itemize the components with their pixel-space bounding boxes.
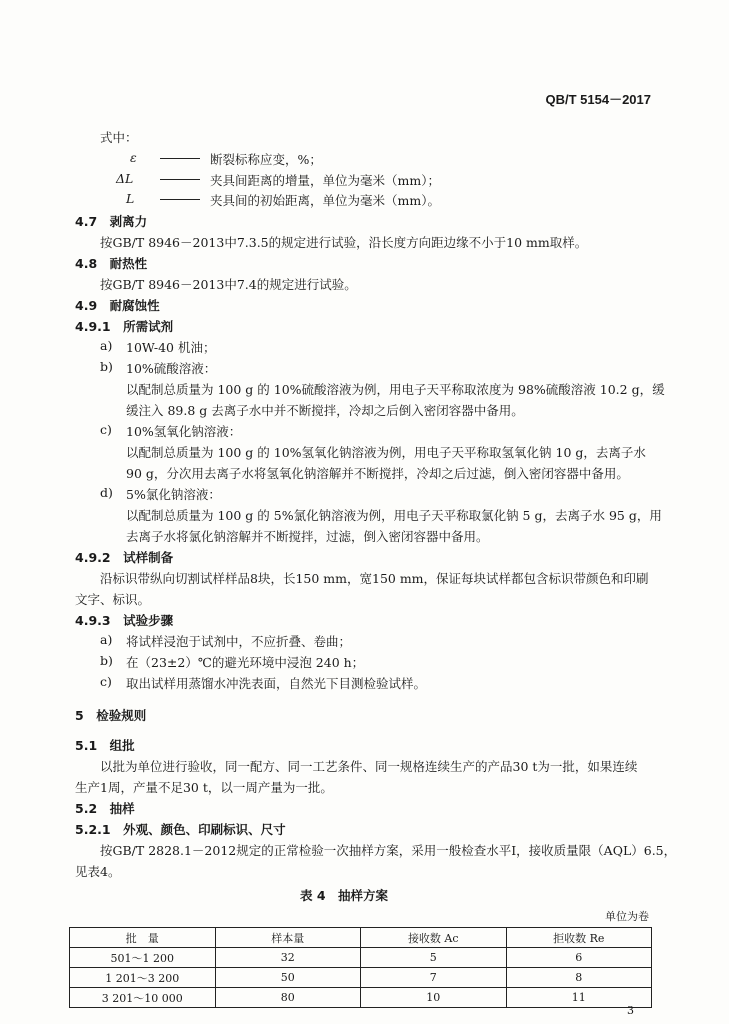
- list-item: 将试样浸泡于试剂中，不应折叠、卷曲；: [126, 634, 352, 649]
- table-row: [70, 948, 652, 968]
- paragraph: 见表4。: [75, 864, 121, 879]
- list-marker: a): [100, 338, 113, 353]
- table-cell: 50: [215, 968, 361, 988]
- table-cell: 7: [361, 968, 507, 988]
- table-cell: 80: [215, 988, 361, 1008]
- table-cell: 5: [361, 948, 507, 968]
- table-header-cell: 批 量: [70, 928, 216, 948]
- table-header-cell: 接收数 Ac: [361, 928, 507, 948]
- list-marker: b): [100, 359, 113, 374]
- list-marker: c): [100, 674, 112, 689]
- sampling-table: [69, 927, 652, 1008]
- header-standard-number: QB/T 5154－2017: [545, 92, 651, 107]
- paragraph: 以批为单位进行验收，同一配方、同一工艺条件、同一规格连续生产的产品30 t为一批，如果连续: [100, 759, 638, 774]
- list-marker: a): [100, 632, 113, 647]
- table-cell: 6: [506, 948, 652, 968]
- section-heading: 4.9.3 试验步骤: [75, 613, 174, 628]
- list-marker: b): [100, 653, 113, 668]
- table-cell: 1 201～3 200: [70, 968, 216, 988]
- formula-var-row: [130, 150, 137, 165]
- section-heading: 5.2 抽样: [75, 801, 135, 816]
- paragraph: 以配制总质量为 100 g 的 5%氯化钠溶液为例，用电子天平称取氯化钠 5 g，去离子水 95 g，用: [126, 508, 662, 523]
- formula-desc: 夹具间距离的增量，单位为毫米（mm）；: [210, 173, 440, 188]
- formula-symbol: L: [126, 191, 135, 206]
- table-cell: 11: [506, 988, 652, 1008]
- table-cell: 501～1 200: [70, 948, 216, 968]
- section-heading: 4.8 耐热性: [75, 256, 148, 271]
- formula-symbol: ΔL: [116, 171, 134, 186]
- section-heading: 4.9.2 试样制备: [75, 550, 174, 565]
- paragraph: 按GB/T 8946－2013中7.4的规定进行试验。: [100, 277, 357, 292]
- formula-dash: [150, 150, 210, 165]
- paragraph: 去离子水将氯化钠溶解并不断搅拌，过滤，倒入密闭容器中备用。: [126, 529, 489, 544]
- table-caption: 表 4 抽样方案: [300, 888, 389, 903]
- table-header-cell: 拒收数 Re: [506, 928, 652, 948]
- paragraph: 按GB/T 8946－2013中7.3.5的规定进行试验，沿长度方向距边缘不小于10 mm取样。: [100, 235, 588, 250]
- table-header-cell: 样本量: [215, 928, 361, 948]
- table-row: [70, 968, 652, 988]
- section-heading: 4.9 耐腐蚀性: [75, 298, 160, 313]
- section-heading: 5.2.1 外观、颜色、印刷标识、尺寸: [75, 822, 286, 837]
- paragraph: 以配制总质量为 100 g 的 10%硫酸溶液为例，用电子天平称取浓度为 98%硫酸溶液 10.2 g，缓: [126, 382, 665, 397]
- paragraph: 按GB/T 2828.1－2012规定的正常检验一次抽样方案，采用一般检查水平I，接收质量限（AQL）6.5，: [100, 843, 677, 858]
- list-item: 5%氯化钠溶液：: [126, 487, 221, 502]
- formula-dash: [150, 171, 210, 186]
- table-header-row: [70, 928, 652, 948]
- formula-symbol: ε: [130, 150, 137, 165]
- table-unit: 单位为卷: [605, 910, 649, 923]
- section-heading: 4.7 剥离力: [75, 214, 148, 229]
- list-marker: d): [100, 485, 113, 500]
- formula-intro: 式中：: [100, 130, 138, 145]
- paragraph: 缓注入 89.8 g 去离子水中并不断搅拌，冷却之后倒入密闭容器中备用。: [126, 403, 524, 418]
- page-number: 3: [627, 1004, 634, 1017]
- chapter-heading: 5 检验规则: [75, 708, 147, 723]
- list-item: 10%硫酸溶液：: [126, 361, 217, 376]
- table-cell: 10: [361, 988, 507, 1008]
- table-row: [70, 988, 652, 1008]
- list-marker: c): [100, 422, 112, 437]
- paragraph: 以配制总质量为 100 g 的 10%氢氧化钠溶液为例，用电子天平称取氢氧化钠 10 g，去离子水: [126, 445, 646, 460]
- table-cell: 32: [215, 948, 361, 968]
- paragraph: 文字、标识。: [75, 592, 151, 607]
- list-item: 10%氢氧化钠溶液：: [126, 424, 242, 439]
- paragraph: 沿标识带纵向切割试样样品8块，长150 mm，宽150 mm，保证每块试样都包含标识带颜色和印刷: [100, 571, 649, 586]
- paragraph: 生产1周，产量不足30 t，以一周产量为一批。: [75, 780, 333, 795]
- section-heading: 4.9.1 所需试剂: [75, 319, 174, 334]
- formula-desc: 断裂标称应变，%；: [210, 152, 322, 167]
- table-cell: 3 201～10 000: [70, 988, 216, 1008]
- formula-dash: [150, 191, 210, 206]
- section-heading: 5.1 组批: [75, 738, 135, 753]
- list-item: 取出试样用蒸馏水冲洗表面，自然光下目测检验试样。: [126, 676, 427, 691]
- table-cell: 8: [506, 968, 652, 988]
- list-item: 10W-40 机油；: [126, 340, 216, 355]
- formula-desc: 夹具间的初始距离，单位为毫米（mm）。: [210, 193, 440, 208]
- list-item: 在（23±2）℃的避光环境中浸泡 240 h；: [126, 655, 365, 670]
- paragraph: 90 g，分次用去离子水将氢氧化钠溶解并不断搅拌，冷却之后过滤，倒入密闭容器中备用。: [126, 466, 629, 481]
